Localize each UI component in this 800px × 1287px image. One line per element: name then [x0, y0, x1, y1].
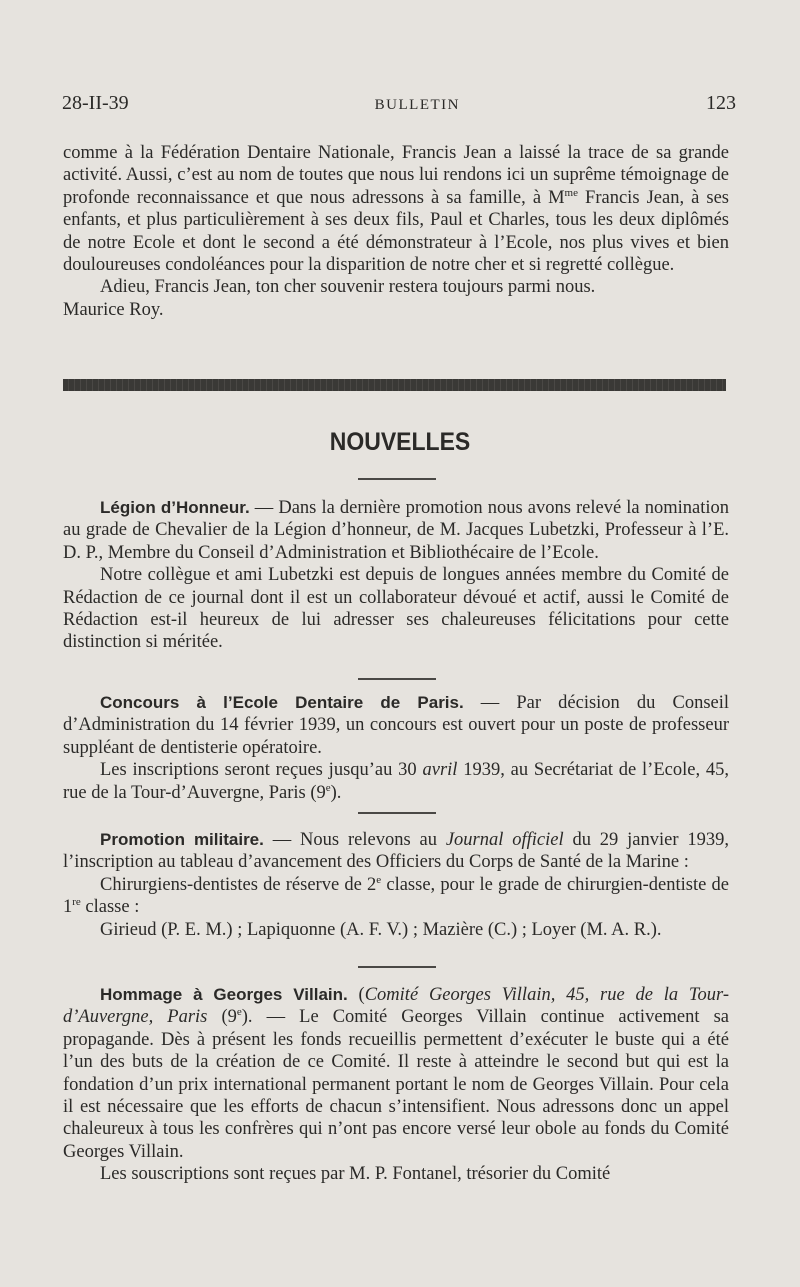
- legion-heading: Légion d’Honneur.: [100, 498, 250, 517]
- thick-divider: [63, 379, 726, 391]
- header-date: 28-II-39: [62, 92, 129, 114]
- header-title: BULLETIN: [374, 97, 460, 113]
- promotion-heading: Promotion militaire.: [100, 830, 264, 849]
- signature: Maurice Roy.: [63, 299, 164, 320]
- hommage-heading: Hommage à Georges Villain.: [100, 985, 348, 1004]
- concours-paragraph-2: Les inscriptions seront reçues jusqu’au 30 avril 1939, au Secrétariat de l’Ecole, 45, rue de la Tour-d’Auvergne, Paris (9e).: [63, 760, 729, 803]
- farewell-line: Adieu, Francis Jean, ton cher souvenir restera toujours parmi nous.: [100, 277, 596, 298]
- promotion-paragraph-2: Chirurgiens-dentistes de réserve de 2e classe, pour le grade de chirurgien-dentiste de 1re classe :: [63, 873, 729, 918]
- running-header: [62, 92, 736, 118]
- page-number: 123: [706, 92, 736, 114]
- section-legion: [63, 497, 729, 654]
- section-promotion: [63, 829, 729, 941]
- short-divider: [358, 678, 436, 680]
- promotion-names: Girieud (P. E. M.) ; Lapiquonne (A. F. V.) ; Mazière (C.) ; Loyer (M. A. R.).: [100, 919, 662, 940]
- intro-paragraph: comme à la Fédération Dentaire Nationale, Francis Jean a laissé la trace de sa grande activité. Aussi, c’est au nom de toutes que nous lui rendons ici un suprême témoignage de profonde reconnaissance et que nous adressons à sa famille, à $M^{me}$ Francis Jean, à ses enfants, et plus particulièrement à ses deux fils, Paul et Charles, tous les deux diplômés de notre Ecole et dont le second a été démonstrateur à l’Ecole, nos plus vives et bien douloureuses condoléances pour la disparition de notre cher et si regretté collègue.: [63, 143, 729, 276]
- legion-paragraph-2: Notre collègue et ami Lubetzki est depuis de longues années membre du Comité de Rédaction de ce journal dont il est un collaborateur dévoué et actif, aussi le Comité de Rédaction est-il heureux de lui adresser ses chaleureuses félicitations pour cette distinction si méritée.: [63, 565, 729, 653]
- hommage-paragraph: Hommage à Georges Villain. (Comité Georges Villain, 45, rue de la Tour-d’Auvergne, Paris (9e). — Le Comité Georges Villain continue activement sa propagande. Dès à présent les fonds recueillis permettent d’exécuter le buste qui a été l’un des buts de la création de ce Comité. Il reste à atteindre le second but qui est la fondation d’un prix international permanent portant le nom de Georges Villain. Pour cela il est nécessaire que les efforts de chacun s’intensifient. Nous adressons donc un appel chaleureux à tous les confrères qui n’ont pas encore versé leur obole au fonds du Comité Georges Villain.: [63, 985, 729, 1162]
- concours-heading: Concours à l’Ecole Dentaire de Paris.: [100, 693, 464, 712]
- concours-paragraph: Concours à l’Ecole Dentaire de Paris. — Par décision du Conseil d’Administration du 14 février 1939, un concours est ouvert pour un poste de professeur suppléant de dentisterie opératoire.: [63, 693, 730, 758]
- section-hommage: [63, 984, 729, 1186]
- legion-paragraph: Légion d’Honneur. — Dans la dernière promotion nous avons relevé la nomination au grade de Chevalier de la Légion d’honneur, de M. Jacques Lubetzki, Professeur à l’E. D. P., Membre du Conseil d’Administration et Bibliothécaire de l’Ecole.: [63, 498, 730, 563]
- short-divider: [358, 478, 436, 480]
- hommage-paragraph-2: Les souscriptions sont reçues par M. P. Fontanel, trésorier du Comité: [100, 1164, 611, 1185]
- short-divider: [358, 966, 436, 968]
- section-title: NOUVELLES: [329, 428, 471, 456]
- section-concours: [63, 692, 729, 804]
- promotion-paragraph: Promotion militaire. — Nous relevons au Journal officiel du 29 janvier 1939, l’inscription au tableau d’avancement des Officiers du Corps de Santé de la Marine :: [63, 830, 729, 873]
- short-divider: [358, 812, 436, 814]
- intro-text: [63, 142, 729, 321]
